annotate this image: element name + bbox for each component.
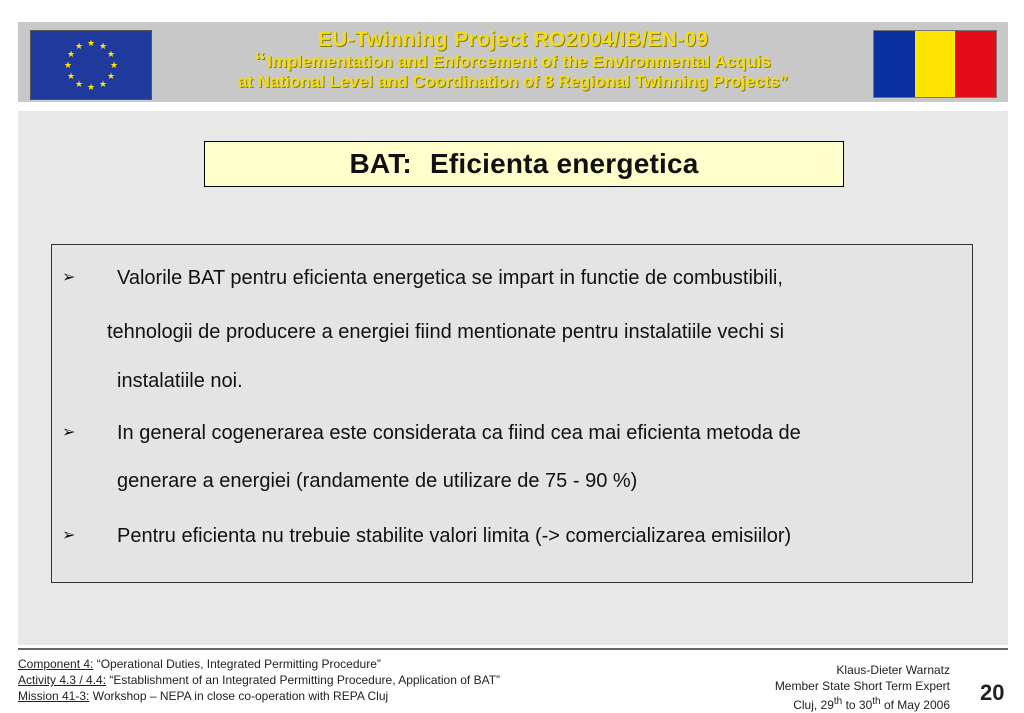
bullet-list: ➢ Valorile BAT pentru eficienta energetica se impart in functie de combustibili, tehnologii de producere a energiei fiind mentionate pentru instalatiile vechi si instalatiile noi. ➢ In general cogenerarea este considerata ca fiind cea mai eficienta metoda de generare a energiei (randamente de utilizare de 75 - 90 %) ➢ Pentru eficienta nu trebuie stabilite valori limita (-> comercializarea emisiilor) xyxy=(51,244,973,583)
slide-title xyxy=(204,141,844,187)
project-code: EU-Twinning Project RO2004/IB/EN-09 xyxy=(317,28,709,51)
footer-mission: Mission 41-3: Workshop – NEPA in close co-operation with REPA Cluj xyxy=(18,689,389,703)
svg-text:★: ★ xyxy=(66,50,76,60)
eu-flag-icon xyxy=(30,30,152,100)
author-role: Member State Short Term Expert xyxy=(774,679,950,693)
arrow-bullet-icon: ➢ xyxy=(62,269,76,286)
footer-author-info xyxy=(775,662,950,713)
footer-component: Component 4: “Operational Duties, Integrated Permitting Procedure” xyxy=(18,657,381,671)
header-banner xyxy=(18,22,1008,102)
svg-text:★: ★ xyxy=(66,72,76,82)
footer-activity: Activity 4.3 / 4.4: “Establishment of an Integrated Permitting Procedure, Application of BAT” xyxy=(18,673,501,687)
svg-text:★: ★ xyxy=(86,83,96,93)
project-subtitle-line2: at National Level and Coordination of 8 Regional Twinning Projects” xyxy=(237,72,789,91)
svg-text:★: ★ xyxy=(74,80,84,90)
svg-text:★: ★ xyxy=(109,61,119,71)
svg-text:★: ★ xyxy=(63,61,73,71)
arrow-bullet-icon: ➢ xyxy=(62,424,76,441)
arrow-bullet-icon: ➢ xyxy=(62,527,76,544)
svg-text:★: ★ xyxy=(106,50,116,60)
event-date: Cluj, 29th to 30th of May 2006 xyxy=(793,696,950,712)
svg-text:★: ★ xyxy=(98,80,108,90)
svg-text:★: ★ xyxy=(98,42,108,52)
svg-text:★: ★ xyxy=(74,42,84,52)
project-title xyxy=(158,28,868,92)
romania-flag-icon xyxy=(873,30,997,98)
title-part2: Eficienta energetica xyxy=(429,148,699,179)
title-part1: BAT: xyxy=(349,148,412,179)
svg-text:★: ★ xyxy=(106,72,116,82)
page-number: 20 xyxy=(980,680,1005,705)
footer-project-info xyxy=(18,656,500,704)
svg-text:★: ★ xyxy=(86,39,96,49)
slide-content xyxy=(18,111,1008,645)
project-subtitle-line1: “ Implementation and Enforcement of the Environmental Acquis xyxy=(255,47,771,80)
footer-divider xyxy=(18,648,1008,650)
author-name: Klaus-Dieter Warnatz xyxy=(836,663,950,677)
eu-stars xyxy=(31,31,151,99)
